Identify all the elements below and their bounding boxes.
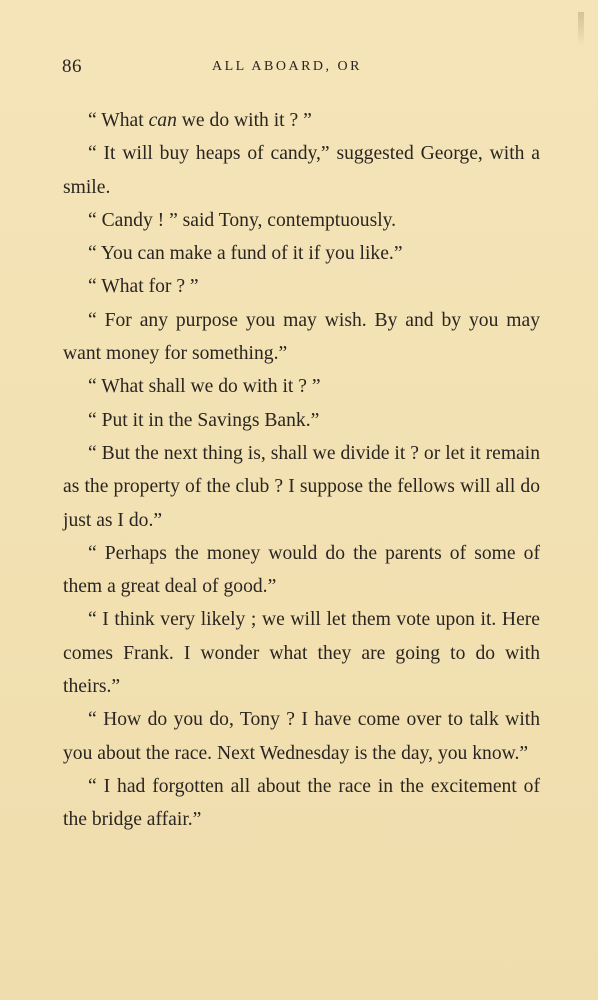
paragraph: “ Candy ! ” said Tony, contemptuously.: [88, 209, 397, 231]
paragraph: “ What shall we do with it ? ”: [88, 376, 321, 398]
paragraph-text-before: “ What: [88, 110, 149, 131]
page-number: 86: [62, 56, 82, 77]
paragraph: “ For any purpose you may wish. By and by you may want money for something.”: [63, 309, 540, 365]
paragraph: “ How do you do, Tony ? I have come over to talk with you about the race. Next Wednesday is the day, you know.”: [63, 709, 540, 764]
page-header: [62, 56, 536, 82]
paragraph: “ I think very likely ; we will let them vote upon it. Here comes Frank. I wonder what they are going to do with theirs.”: [63, 609, 540, 698]
running-head: ALL ABOARD, OR: [212, 59, 362, 74]
paragraph: “ Perhaps the money would do the parents of some of them a great deal of good.”: [63, 542, 540, 598]
paragraph-italic-text: can: [148, 110, 177, 131]
paragraph: “ You can make a fund of it if you like.”: [88, 243, 403, 265]
paragraph: “ But the next thing is, shall we divide it ? or let it remain as the property of the club ? I suppose the fellows will all do just as I do.”: [63, 442, 540, 531]
paragraph: [63, 104, 540, 137]
paragraph: “ What for ? ”: [88, 276, 199, 298]
paragraph: “ Put it in the Savings Bank.”: [88, 409, 320, 431]
paragraph-text-after: we do with it ? ”: [176, 110, 312, 131]
paragraph: “ I had forgotten all about the race in the excitement of the bridge affair.”: [63, 775, 540, 831]
paragraph: “ It will buy heaps of candy,” suggested George, with a smile.: [63, 143, 540, 198]
page-edge-mark: [578, 12, 584, 46]
body-text: [63, 104, 540, 837]
